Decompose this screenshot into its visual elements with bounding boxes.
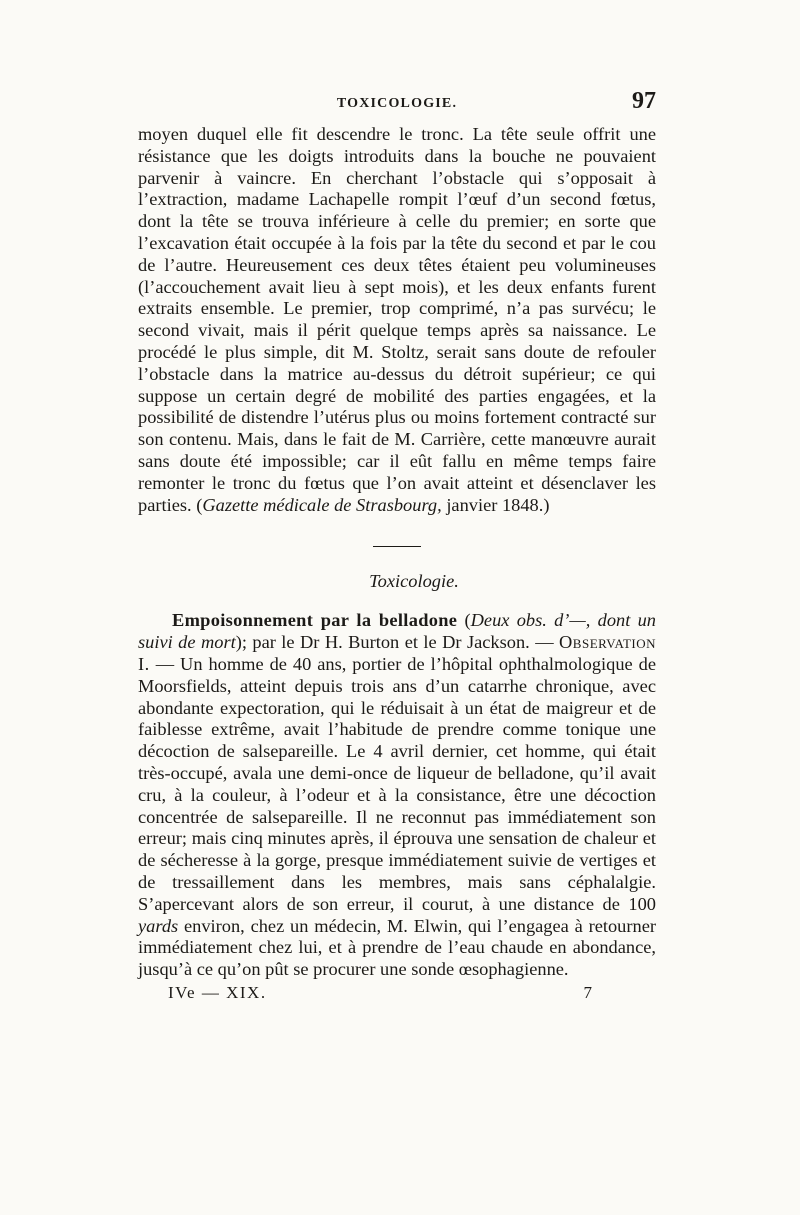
signature-mark: IVe — XIX.: [168, 982, 267, 1002]
running-head: [138, 88, 656, 124]
section-divider: [373, 546, 421, 547]
article-paragraph: Empoisonnement par la belladone (Deux obs. d’—, dont un suivi de mort); par le Dr H. Burton et le Dr Jackson. — Observation I. — Un homme de 40 ans, portier de l’hôpital ophthalmologique de Moorsfields, atteint depuis trois ans d’un catarrhe chronique, avec abondante expectoration, qui le réduisait à un état de maigreur et de faiblesse extrême, avait l’habitude de prendre comme tonique une décoction de salsepareille. Le 4 avril dernier, cet homme, qui était très-occupé, avala une demi-once de liqueur de belladone, qu’il avait cru, à la couleur, à l’odeur et à la consistance, être une décoction concentrée de salsepareille. Il ne reconnut pas immédiatement son erreur; mais cinq minutes après, il éprouva une sensation de chaleur et de sécheresse à la gorge, presque immédiatement suivie de vertiges et de tressaillement dans les membres, mais sans céphalalgie. S’apercevant alors de son erreur, il courut, à une distance de 100 yards environ, chez un médecin, M. Elwin, qui l’engagea à retourner immédiatement chez lui, et à prendre de l’eau chaude en abondance, jusqu’à ce qu’on pût se procurer une sonde œsophagienne.: [138, 610, 656, 980]
citation-date: janvier 1848.): [441, 494, 550, 515]
article-text-part-2: environ, chez un médecin, M. Elwin, qui l’engagea à retourner immédiatement chez lui, et à prendre de l’eau chaude en abondance, jusqu’à ce qu’on pût se procurer une sonde œsophagienne.: [138, 915, 656, 980]
sheet-number: 7: [583, 982, 592, 1002]
section-title: Toxicologie.: [369, 571, 459, 592]
article-heading: Empoisonnement par la belladone: [172, 610, 458, 631]
yards-word: yards: [138, 915, 179, 936]
running-title: TOXICOLOGIE.: [336, 96, 458, 111]
observation-label: Observation I.: [138, 632, 656, 674]
continuation-paragraph: [138, 124, 656, 516]
article-text-part-1: — Un homme de 40 ans, portier de l’hôpital ophthalmologique de Moorsfields, atteint depuis trois ans d’un catarrhe chronique, avec abondante expectoration, qui le réduisait à un état de maigreur et de faiblesse extrême, avait l’habitude de prendre comme tonique une décoction de salsepareille. Le 4 avril dernier, cet homme, qui était très-occupé, avala une demi-once de liqueur de belladone, qu’il avait cru, à la couleur, à l’odeur et à la consistance, être une décoction concentrée de salsepareille. Il ne reconnut pas immédiatement son erreur; mais cinq minutes après, il éprouva une sensation de chaleur et de sécheresse à la gorge, presque immédiatement suivie de vertiges et de tressaillement dans les membres, mais sans céphalalgie. S’apercevant alors de son erreur, il courut, à une distance de 100: [138, 653, 656, 914]
journal-citation: Gazette médicale de Strasbourg,: [202, 494, 442, 515]
continuation-text: moyen duquel elle fit descendre le tronc. La tête seule offrit une résistance que les doigts introduits dans la bouche ne pouvaient parvenir à vaincre. En cherchant l’obstacle qui s’opposait à l’extraction, madame Lachapelle rompit l’œuf d’un second fœtus, dont la tête se trouva inférieure à celle du premier; en sorte que l’excavation était occupée à la fois par la tête du second et par le cou de l’autre. Heureusement ces deux têtes étaient peu volumineuses (l’accouchement avait lieu à sept mois), et les deux enfants furent extraits ensemble. Le premier, trop comprimé, n’a pas survécu; le second vivait, mais il périt quelque temps après sa naissance. Le procédé le plus simple, dit M. Stoltz, serait sans doute de refouler l’obstacle dans la matrice au-dessus du détroit supérieur; ce qui suppose un certain degré de mobilité des parties engagées, et la possibilité de distendre l’utérus plus ou moins fortement contracté sur son contenu. Mais, dans le fait de M. Carrière, cette manœuvre aurait sans doute été impossible; car il eût fallu en même temps faire remonter le tronc du fœtus que l’on avait atteint et désenclaver les parties. (: [138, 124, 656, 515]
page-number: 97: [632, 88, 656, 114]
page-footer: [138, 983, 656, 1007]
article-authors: ); par le Dr H. Burton et le Dr Jackson. —: [235, 632, 560, 653]
page: [138, 88, 656, 1007]
article-heading-note: Deux obs. d’—, dont un suivi de mort: [138, 610, 656, 653]
